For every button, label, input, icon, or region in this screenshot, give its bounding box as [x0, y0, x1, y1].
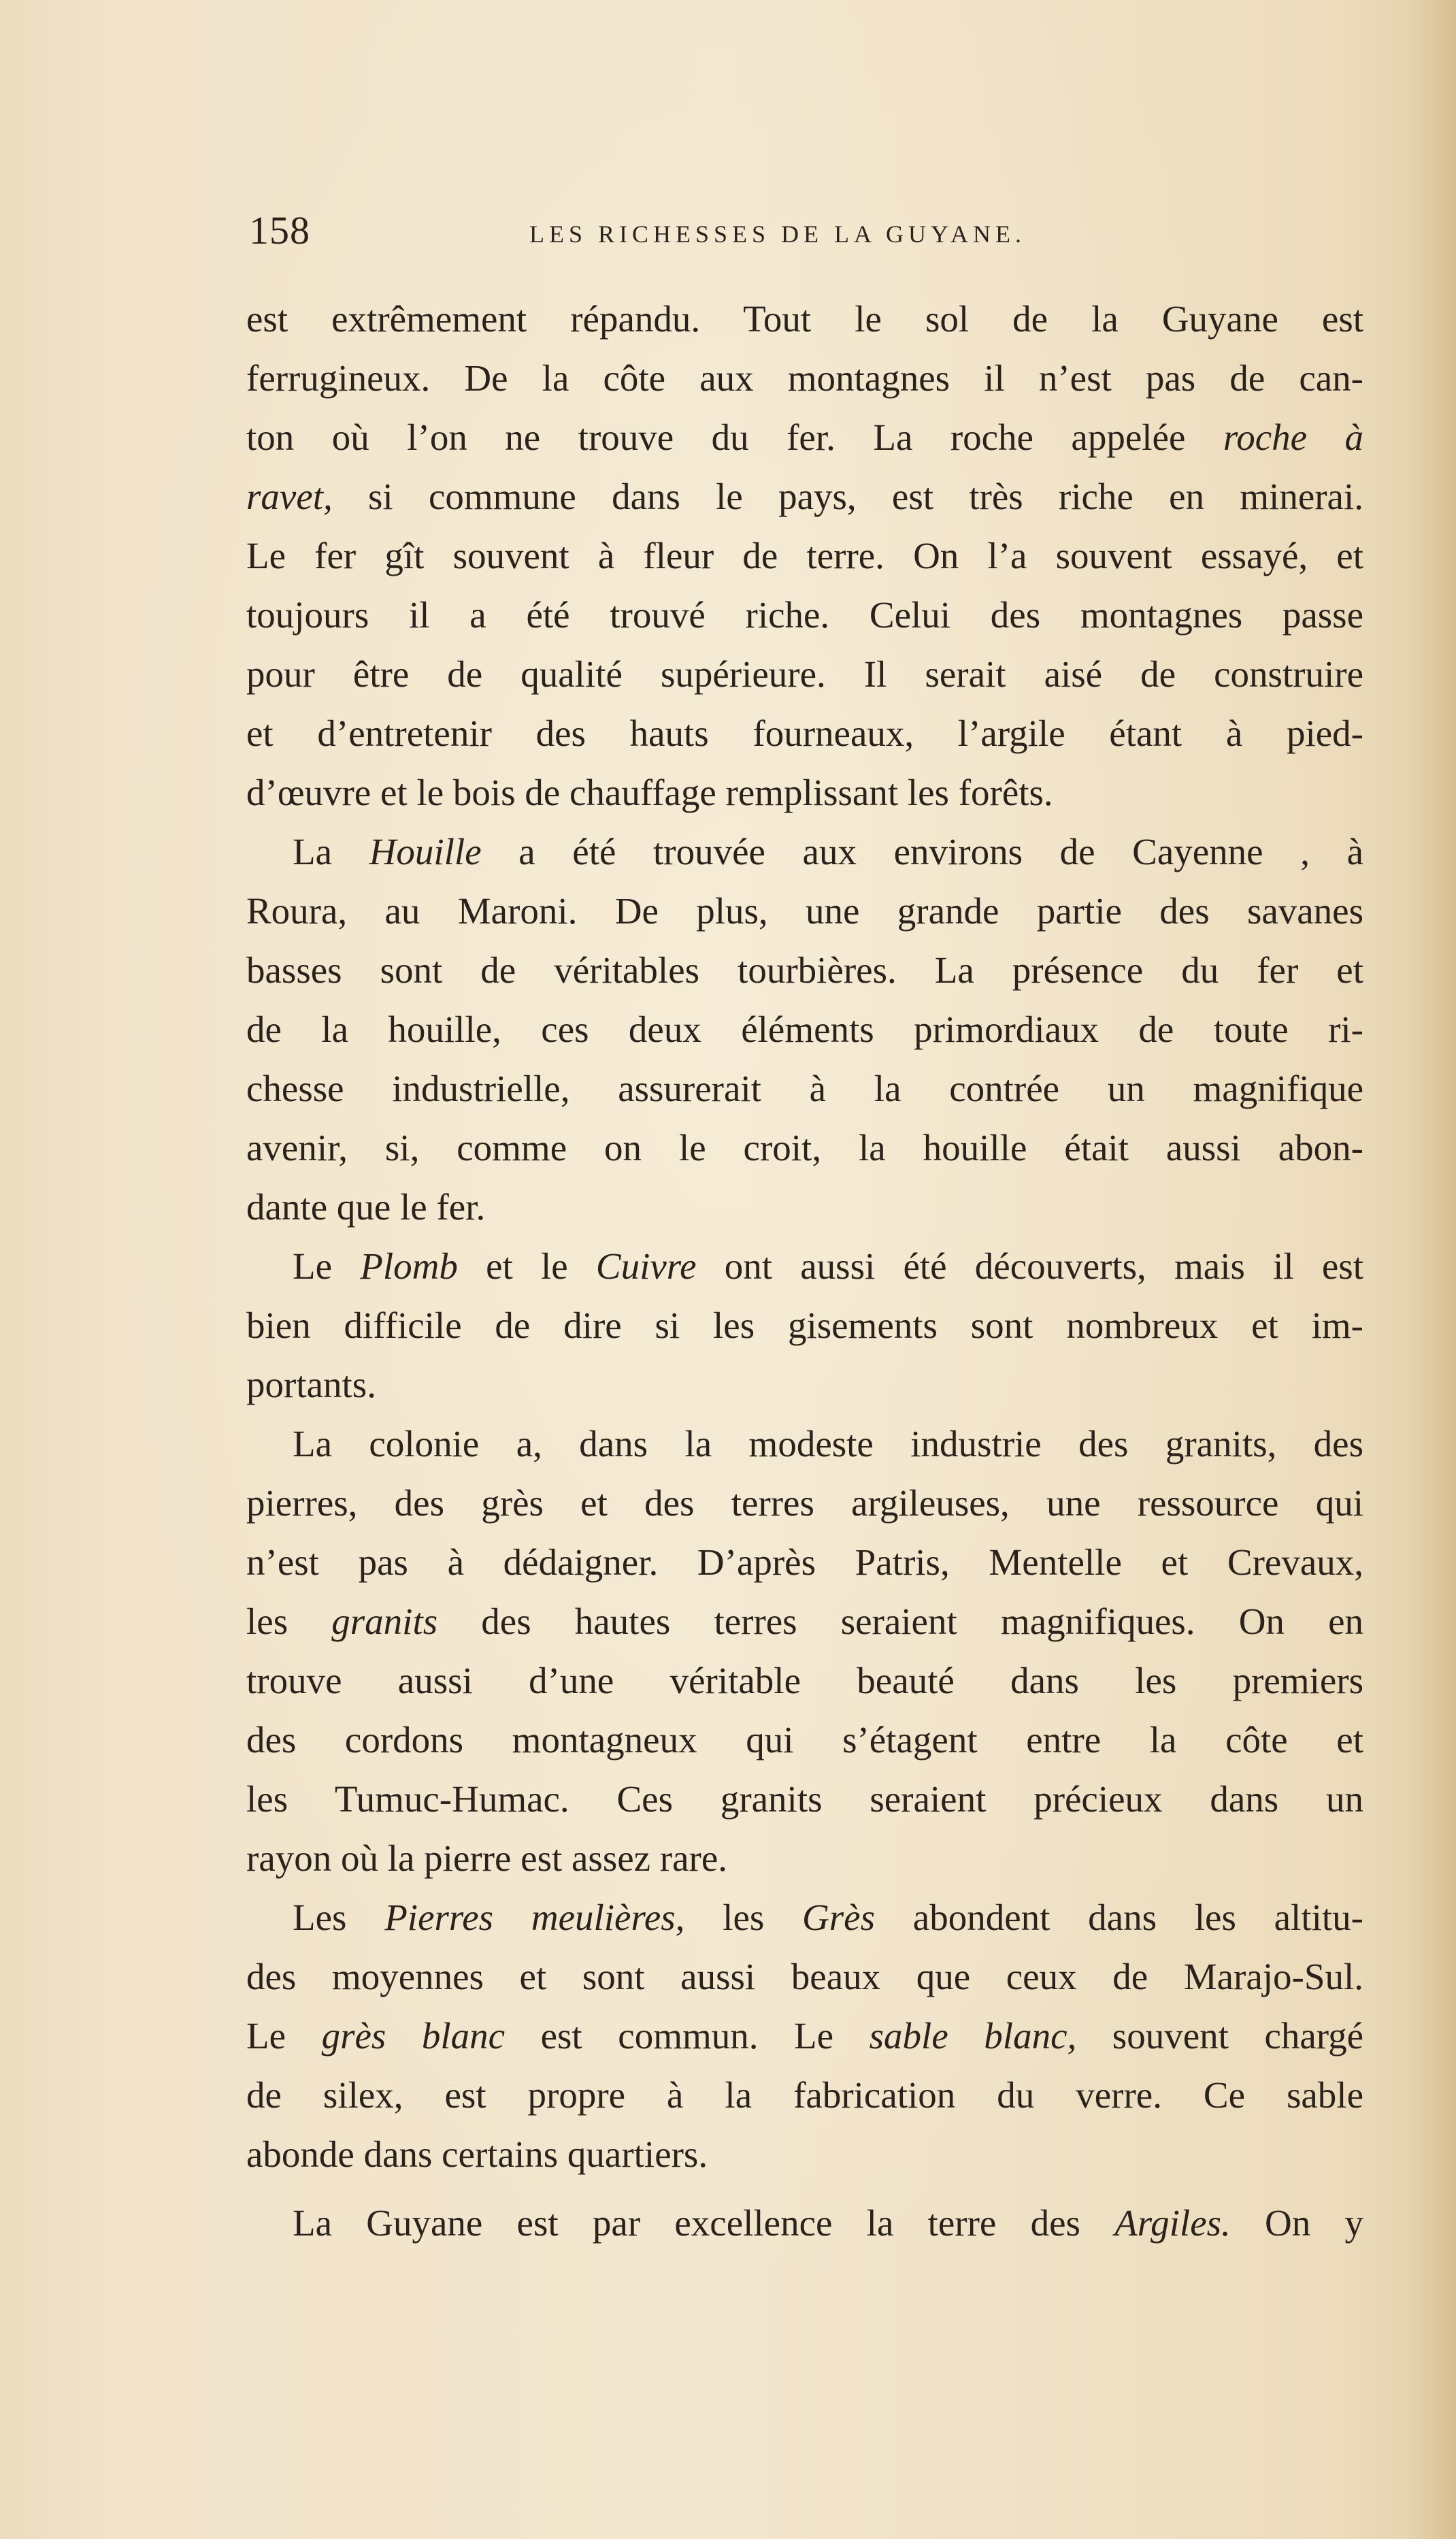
running-title: LES RICHESSES DE LA GUYANE. [529, 220, 1027, 248]
text-line-32: abonde dans certains quartiers. [246, 2133, 708, 2175]
text-line-30: Le grès blanc est commun. Le sable blanc, souvent chargé [246, 2015, 1363, 2057]
text-line-31: de silex, est propre à la fabrication du verre. Ce sable [246, 2074, 1363, 2116]
text-line-19: portants. [246, 1364, 376, 1405]
text-line-10: La Houille a été trouvée aux environs de Cayenne , à [293, 831, 1363, 872]
text-line-27: rayon où la pierre est assez rare. [246, 1837, 727, 1879]
text-line-21: pierres, des grès et des terres argileuses, une ressource qui [246, 1482, 1363, 1524]
text-line-18: bien difficile de dire si les gisements sont nombreux et im- [246, 1305, 1363, 1346]
text-line-1: est extrêmement répandu. Tout le sol de la Guyane est [246, 298, 1363, 340]
text-line-22: n’est pas à dédaigner. D’après Patris, Mentelle et Crevaux, [246, 1541, 1363, 1583]
text-line-20: La colonie a, dans la modeste industrie des granits, des [293, 1423, 1363, 1464]
text-line-11: Roura, au Maroni. De plus, une grande partie des savanes [246, 890, 1363, 932]
text-line-5: Le fer gît souvent à fleur de terre. On l’a souvent essayé, et [246, 535, 1363, 576]
text-line-25: des cordons montagneux qui s’étagent entre la côte et [246, 1719, 1363, 1760]
page-header [249, 208, 1365, 262]
text-line-15: avenir, si, comme on le croit, la houille était aussi abon- [246, 1127, 1363, 1168]
text-line-9: d’œuvre et le bois de chauffage remplissant les forêts. [246, 772, 1053, 813]
text-line-29: des moyennes et sont aussi beaux que ceux de Marajo-Sul. [246, 1956, 1363, 1997]
text-line-7: pour être de qualité supérieure. Il serait aisé de construire [246, 653, 1363, 695]
paragraph-gap [246, 2184, 1363, 2193]
text-line-28: Les Pierres meulières, les Grès abondent dans les altitu- [293, 1897, 1363, 1938]
text-line-17: Le Plomb et le Cuivre ont aussi été découverts, mais il est [293, 1245, 1363, 1287]
page-number: 158 [249, 208, 310, 252]
text-line-23: les granits des hautes terres seraient magnifiques. On en [246, 1601, 1363, 1642]
text-line-14: chesse industrielle, assurerait à la contrée un magnifique [246, 1068, 1363, 1109]
text-line-8: et d’entretenir des hauts fourneaux, l’argile étant à pied- [246, 712, 1363, 754]
text-line-3: ton où l’on ne trouve du fer. La roche appelée roche à [246, 416, 1363, 458]
body-text [246, 289, 1363, 2253]
text-line-2: ferrugineux. De la côte aux montagnes il n’est pas de can- [246, 357, 1363, 399]
text-line-24: trouve aussi d’une véritable beauté dans les premiers [246, 1660, 1363, 1701]
text-line-33: La Guyane est par excellence la terre des Argiles. On y [293, 2202, 1363, 2244]
text-line-16: dante que le fer. [246, 1186, 486, 1228]
text-line-6: toujours il a été trouvé riche. Celui des montagnes passe [246, 594, 1363, 636]
text-line-26: les Tumuc-Humac. Ces granits seraient précieux dans un [246, 1778, 1363, 1820]
text-line-12: basses sont de véritables tourbières. La présence du fer et [246, 949, 1363, 991]
page-edge-shadow [1408, 0, 1456, 2539]
text-line-13: de la houille, ces deux éléments primordiaux de toute ri- [246, 1009, 1363, 1050]
text-line-4: ravet, si commune dans le pays, est très riche en minerai. [246, 476, 1363, 517]
